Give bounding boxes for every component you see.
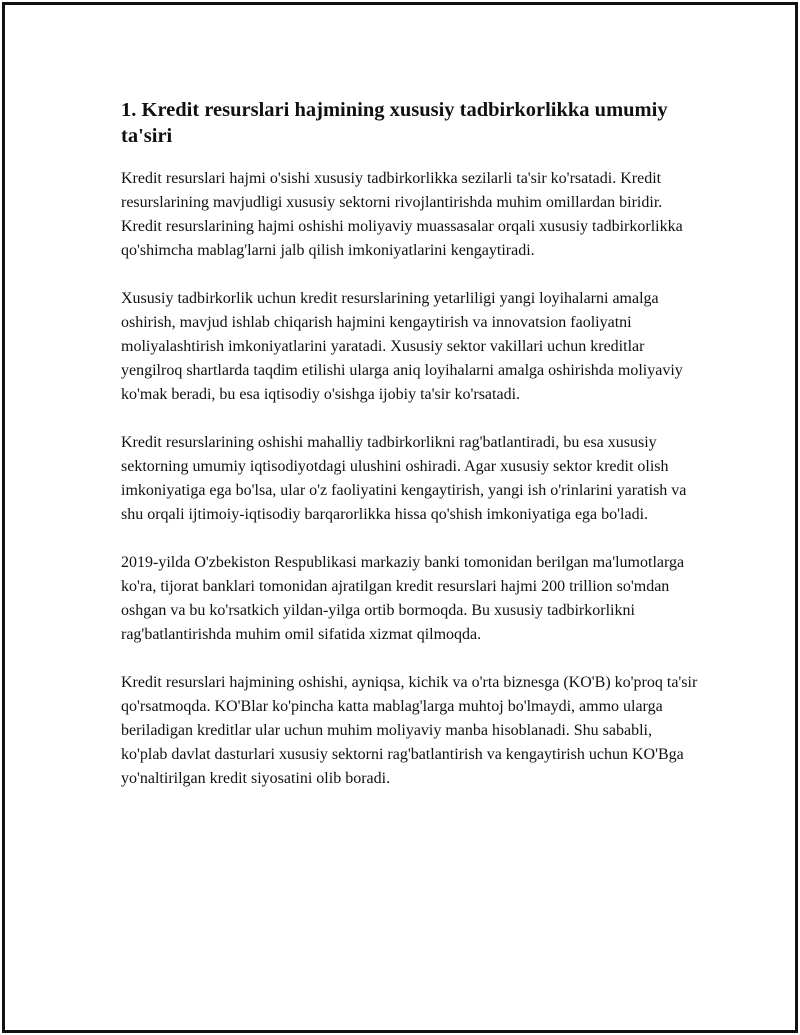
paragraph-2: Xususiy tadbirkorlik uchun kredit resurslarining yetarliligi yangi loyihalarni amalga oshirish, mavjud ishlab chiqarish hajmini kengaytirish va innovatsion faoliyatni moliyalashtirish imkoniyatlarini yaratadi. Xususiy sektor vakillari uchun kreditlar yengilroq shartlarda taqdim etilishi ularga aniq loyihalarni amalga oshirishda moliyaviy ko'mak beradi, bu esa iqtisodiy o'sishga ijobiy ta'sir ko'rsatadi. — [121, 290, 683, 403]
paragraph-3: Kredit resurslarining oshishi mahalliy tadbirkorlikni rag'batlantiradi, bu esa xususiy sektorning umumiy iqtisodiyotdagi ulushini oshiradi. Agar xususiy sektor kredit olish imkoniyatiga ega bo'lsa, ular o'z faoliyatini kengaytirish, yangi ish o'rinlarini yaratish va shu orqali ijtimoiy-iqtisodiy barqarorlikka hissa qo'shish imkoniyatiga ega bo'ladi. — [121, 434, 687, 523]
document-body — [121, 97, 701, 815]
page-frame — [2, 2, 798, 1033]
paragraph-4: 2019-yilda O'zbekiston Respublikasi markaziy banki tomonidan berilgan ma'lumotlarga ko'ra, tijorat banklari tomonidan ajratilgan kredit resurslari hajmi 200 trillion so'mdan oshgan va bu ko'rsatkich yildan-yilga ortib bormoqda. Bu xususiy tadbirkorlikni rag'batlantirishda muhim omil sifatida xizmat qilmoqda. — [121, 554, 685, 643]
paragraph-5: Kredit resurslari hajmining oshishi, ayniqsa, kichik va o'rta biznesga (KO'B) ko'proq ta'sir qo'rsatmoqda. KO'Blar ko'pincha katta mablag'larga muhtoj bo'lmaydi, ammo ularga beriladigan kreditlar ular uchun muhim moliyaviy manba hisoblanadi. Shu sababli, ko'plab davlat dasturlari xususiy sektorni rag'batlantirish va kengaytirish uchun KO'Bga yo'naltirilgan kredit siyosatini olib boradi. — [121, 674, 698, 787]
paragraph-1: Kredit resurslari hajmi o'sishi xususiy tadbirkorlikka sezilarli ta'sir ko'rsatadi. Kredit resurslarining mavjudligi xususiy sektorni rivojlantirishda muhim omillardan biridir. Kredit resurslarining hajmi oshishi moliyaviy muassasalar orqali xususiy tadbirkorlikka qo'shimcha mablag'larni jalb qilish imkoniyatlarini kengaytiradi. — [121, 170, 683, 259]
section-heading: 1. Kredit resurslari hajmining xususiy tadbirkorlikka umumiy ta'siri — [121, 99, 668, 147]
